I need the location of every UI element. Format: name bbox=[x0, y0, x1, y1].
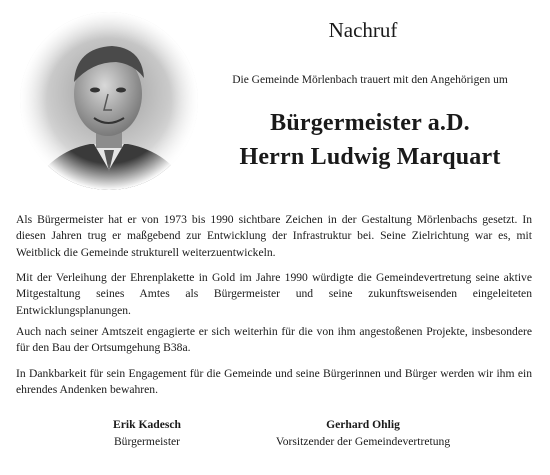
deceased-title: Bürgermeister a.D. bbox=[270, 110, 470, 136]
deceased-name: Herrn Ludwig Marquart bbox=[239, 144, 501, 170]
signatory-role: Bürgermeister bbox=[113, 435, 181, 448]
signatory-name: Erik Kadesch bbox=[113, 418, 181, 431]
notice-heading: Nachruf bbox=[328, 18, 398, 42]
signatory-role: Vorsitzender der Gemeindevertretung bbox=[275, 435, 451, 448]
signatory-name: Gerhard Ohlig bbox=[326, 418, 400, 431]
paragraph-projects: Auch nach seiner Amtszeit engagierte er sich weiterhin für die von ihm angestoßenen Projekte, insbesondere für den Bau der Ortsumgehung B38a. bbox=[16, 325, 532, 355]
signature-mayor bbox=[92, 416, 202, 450]
intro-line: Die Gemeinde Mörlenbach trauert mit den Angehörigen um bbox=[232, 74, 508, 86]
paragraph-gratitude: In Dankbarkeit für sein Engagement für die Gemeinde und seine Bürgerinnen und Bürger werden wir ihm ein ehrendes Andenken bewahren. bbox=[16, 367, 532, 397]
portrait-photo bbox=[20, 12, 198, 190]
paragraph-honor: Mit der Verleihung der Ehrenplakette in Gold im Jahre 1990 würdigte die Gemeindevertretung seine aktive Mitgestaltung seines Amtes als Bürgermeister und seine zukunftsweisenden eingeleiteten Entwicklungsplanungen. bbox=[16, 271, 532, 317]
paragraph-career: Als Bürgermeister hat er von 1973 bis 1990 sichtbare Zeichen in der Gestaltung Mörlenbachs gesetzt. In diesen Jahren trug er maßgebend zur Entwicklung der Infrastruktur bei. Seine Zielrichtung war es, mit Weitblick die Gemeinde strukturell weiterzuentwickeln. bbox=[16, 213, 532, 259]
signature-council-chair bbox=[258, 416, 468, 450]
